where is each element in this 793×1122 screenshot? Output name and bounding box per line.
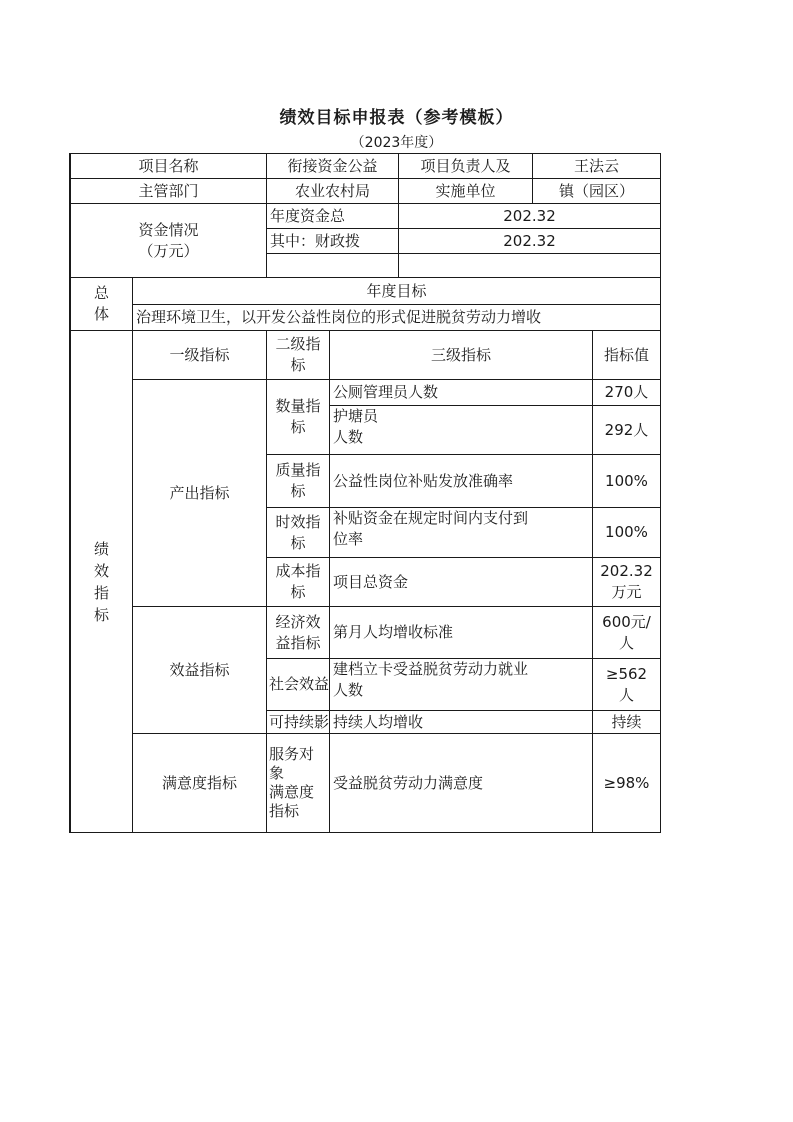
quality-indicator-label: 质量指 标	[266, 454, 330, 508]
service-satisfaction-label: 服务对 象 满意度 指标	[266, 733, 330, 833]
satisfaction-name: 受益脱贫劳动力满意度	[329, 733, 593, 833]
social-benefit-label: 社会效益	[266, 658, 330, 711]
col-header-level3: 三级指标	[329, 330, 593, 380]
benefit-indicators-label: 效益指标	[132, 606, 267, 734]
toilet-manager-count-value: 270人	[592, 379, 661, 406]
subsidy-accuracy-name: 公益性岗位补贴发放准确率	[329, 454, 593, 508]
col-header-value: 指标值	[592, 330, 661, 380]
dept-value: 农业农村局	[266, 178, 399, 204]
funds-fiscal-label: 其中：财政拨	[266, 228, 399, 254]
performance-indicators-label: 绩 效 指 标	[69, 330, 133, 833]
sustained-income-name: 持续人均增收	[329, 710, 593, 734]
funds-total-value: 202.32	[398, 203, 661, 229]
dept-label: 主管部门	[69, 178, 267, 204]
cost-indicator-label: 成本指 标	[266, 557, 330, 607]
pond-keeper-count-value: 292人	[592, 405, 661, 455]
output-indicators-label: 产出指标	[132, 379, 267, 607]
page-year: （2023年度）	[350, 135, 443, 151]
overall-label: 总 体	[69, 277, 133, 331]
project-leader-value: 王法云	[532, 153, 661, 179]
economic-benefit-label: 经济效 益指标	[266, 606, 330, 659]
impl-unit-label: 实施单位	[398, 178, 533, 204]
quantity-indicator-label: 数量指 标	[266, 379, 330, 455]
pond-keeper-count-name: 护塘员 人数	[329, 405, 593, 455]
col-header-level1: 一级指标	[132, 330, 267, 380]
subsidy-accuracy-value: 100%	[592, 454, 661, 508]
subsidy-timeliness-name: 补贴资金在规定时间内支付到 位率	[329, 507, 593, 558]
sustained-income-value: 持续	[592, 710, 661, 734]
funds-total-label: 年度资金总	[266, 203, 399, 229]
total-funds-value: 202.32 万元	[592, 557, 661, 607]
funds-other-label	[266, 253, 399, 278]
impl-unit-value: 镇（园区）	[532, 178, 661, 204]
income-standard-value: 600元/ 人	[592, 606, 661, 659]
total-funds-name: 项目总资金	[329, 557, 593, 607]
funds-fiscal-value: 202.32	[398, 228, 661, 254]
funds-label: 资金情况 （万元）	[69, 203, 267, 278]
toilet-manager-count-name: 公厕管理员人数	[329, 379, 593, 406]
col-header-level2: 二级指 标	[266, 330, 330, 380]
employment-count-value: ≥562 人	[592, 658, 661, 711]
project-name-value: 衔接资金公益	[266, 153, 399, 179]
timeliness-indicator-label: 时效指 标	[266, 507, 330, 558]
project-leader-label: 项目负责人及	[398, 153, 533, 179]
satisfaction-value: ≥98%	[592, 733, 661, 833]
income-standard-name: 第月人均增收标准	[329, 606, 593, 659]
project-name-label: 项目名称	[69, 153, 267, 179]
employment-count-name: 建档立卡受益脱贫劳动力就业 人数	[329, 658, 593, 711]
annual-target-text: 治理环境卫生，以开发公益性岗位的形式促进脱贫劳动力增收	[132, 304, 661, 331]
page-title: 绩效目标申报表（参考模板）	[279, 108, 514, 128]
subsidy-timeliness-value: 100%	[592, 507, 661, 558]
satisfaction-indicators-label: 满意度指标	[132, 733, 267, 833]
funds-other-value	[398, 253, 661, 278]
sustainability-label: 可持续影	[266, 710, 330, 734]
annual-target-header: 年度目标	[132, 277, 661, 305]
